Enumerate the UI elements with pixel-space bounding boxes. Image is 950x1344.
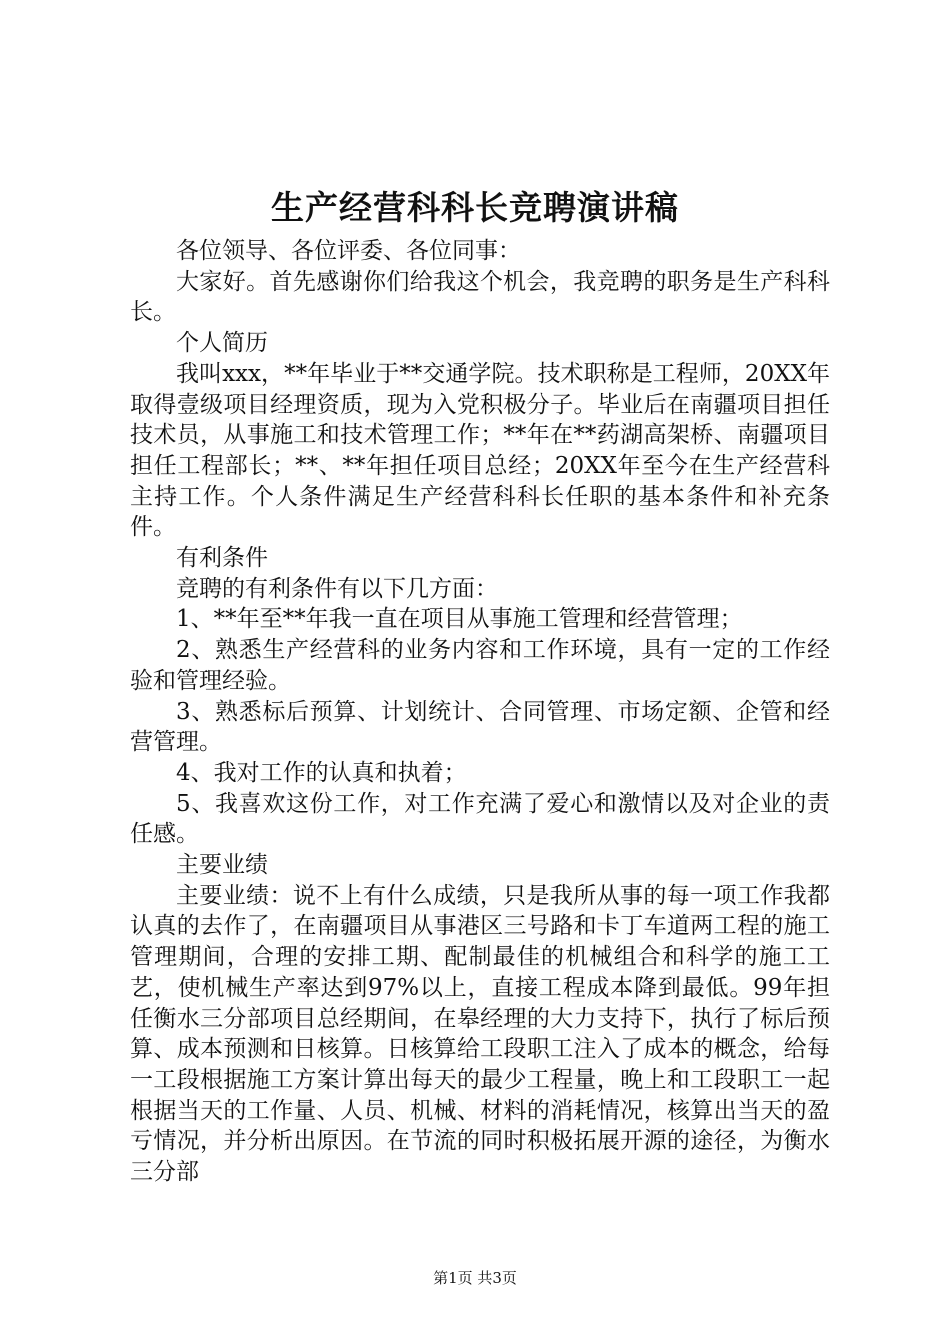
list-item-advantage-5: 5、我喜欢这份工作，对工作充满了爱心和激情以及对企业的责任感。 bbox=[130, 790, 830, 848]
paragraph-advantages-intro: 竞聘的有利条件有以下几方面： bbox=[176, 575, 498, 602]
section-heading-resume: 个人简历 bbox=[176, 330, 268, 357]
paragraph-achievements: 主要业绩：说不上有什么成绩，只是我所从事的每一项工作我都认真的去作了，在南疆项目从事港区三号路和卡丁车道两工程的施工管理期间，合理的安排工期、配制最佳的机械组合和科学的施工工艺，使机械生产率达到97%以上，直接工程成本降到最低。99年担任衡水三分部项目总经期间，在皋经理的大力支持下，执行了标后预算、成本预测和日核算。日核算给工段职工注入了成本的概念，给每一工段根据施工方案计算出每天的最少工程量，晚上和工段职工一起根据当天的工作量、人员、机械、材料的消耗情况，核算出当天的盈亏情况，并分析出原因。在节流的同时积极拓展开源的途径，为衡水三分部 bbox=[130, 882, 830, 1186]
page-number-footer: 第1页 共3页 bbox=[433, 1269, 517, 1287]
list-item-advantage-4: 4、我对工作的认真和执着； bbox=[176, 759, 467, 786]
list-item-advantage-1: 1、**年至**年我一直在项目从事施工管理和经营管理； bbox=[176, 606, 743, 633]
paragraph-resume: 我叫xxx，**年毕业于**交通学院。技术职称是工程师，20XX年取得壹级项目经理资质，现为入党积极分子。毕业后在南疆项目担任技术员，从事施工和技术管理工作；**年在**药湖高架桥、南疆项目担任工程部长；**、**年担任项目总经；20XX年至今在生产经营科主持工作。个人条件满足生产经营科科长任职的基本条件和补充条件。 bbox=[130, 360, 830, 541]
section-heading-advantages: 有利条件 bbox=[176, 545, 268, 572]
section-heading-achievements: 主要业绩 bbox=[176, 852, 268, 879]
list-item-advantage-3: 3、熟悉标后预算、计划统计、合同管理、市场定额、企管和经营管理。 bbox=[130, 698, 830, 756]
page-title: 生产经营科科长竞聘演讲稿 bbox=[271, 188, 679, 227]
paragraph-intro: 大家好。首先感谢你们给我这个机会，我竞聘的职务是生产科科长。 bbox=[130, 268, 830, 326]
list-item-advantage-2: 2、熟悉生产经营科的业务内容和工作环境，具有一定的工作经验和管理经验。 bbox=[130, 637, 830, 694]
document-body bbox=[130, 236, 830, 1188]
paragraph-greeting: 各位领导、各位评委、各位同事： bbox=[176, 238, 521, 264]
